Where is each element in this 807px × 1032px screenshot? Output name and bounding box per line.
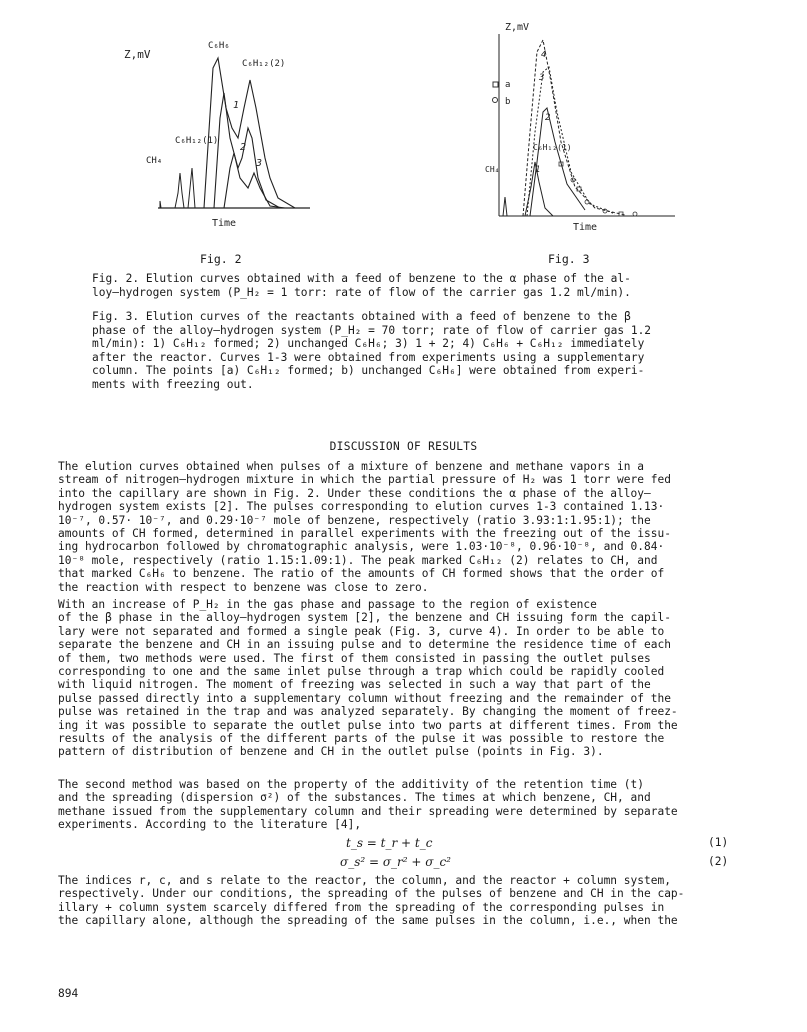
figure-2-peak-label-c6h12-1: C₆H₁₂(1) — [175, 136, 219, 146]
figure-3-legend-marker-b — [493, 98, 498, 103]
paragraph-1: The elution curves obtained when pulses of a mixture of benzene and methane vapors in a stream of nitrogen—hydrogen mixture in which the partial pressure of H₂ was 1 torr were fed into the capillary are shown in Fig. 2. Under these conditions the α phase of the alloy— hydrogen system exists [2]. The pulses corresponding to elution curves 1-3 contained 1.13· 10⁻⁷, 0.57· 10⁻⁷, and 0.29·10⁻⁷ mole of benzene, respectively (ratio 3.93:1:1.95:1); the amounts of CH formed, determined in parallel experiments with the freezing out of the issu- ing hydrocarbon followed by chromatographic analysis, were 1.03·10⁻⁸, 0.96·10⁻⁸, and 0.84· 10⁻⁸ mole, respectively (ratio 1.15:1.09:1). The peak marked C₆H₁₂ (2) relates to CH, and that marked C₆H₆ to benzene. The ratio of the amounts of CH formed shows that the order of the reaction with respect to benzene was close to zero. — [58, 460, 671, 594]
equation-1: t_s = t_r + t_c — [346, 836, 433, 850]
figure-3-legend-a: a — [505, 80, 511, 90]
figure-2-ch4-curve — [160, 201, 161, 208]
figure-2-caption: Fig. 2. Elution curves obtained with a feed of benzene to the α phase of the al- loy—hydrogen system (P_H₂ = 1 torr: rate of flow of the carrier gas 1.2 ml/min). — [92, 272, 631, 299]
paragraph-4: The indices r, c, and s relate to the reactor, the column, and the reactor + column system, respectively. Under our conditions, the spreading of the pulses of benzene and CH in the cap- illary + column system scarcely differed from the spreading of the corresponding pulses in the capillary alone, although the spreading of the same pulses in the column, i.e., when the — [58, 874, 685, 928]
figure-3-ylabel: Z,mV — [505, 22, 530, 33]
figure-2-xlabel: Time — [212, 218, 237, 229]
figure-3-legend-b: b — [505, 97, 511, 107]
figure-2-small-peak-curve — [175, 173, 184, 208]
figure-3-ch4-curve — [503, 197, 507, 216]
figure-3-caption: Fig. 3. Elution curves of the reactants obtained with a feed of benzene to the β phase of the alloy—hydrogen system (P_H₂ = 70 torr; rate of flow of carrier gas 1.2 ml/min): 1) C₆H₁₂ formed; 2) unchanged C₆H₆; 3) 1 + 2; 4) C₆H₆ + C₆H₁₂ immediately after the reactor. Curves 1-3 were obtained from experiments using a supplementary column. The points [a) C₆H₁₂ formed; b) unchanged C₆H₆] were obtained from experi- ments with freezing out. — [92, 310, 652, 391]
page-number: 894 — [58, 987, 79, 1000]
figure-3-curve-number-1: 1 — [535, 165, 541, 175]
figure-3-peak-label-c6h12-1: C₆H₁₂(1) — [533, 143, 572, 152]
equation-2: σ_s² = σ_r² + σ_c² — [340, 855, 451, 869]
figure-2-peak-label-c6h12-2: C₆H₁₂(2) — [242, 59, 286, 69]
figure-2-small-peak-curve-2 — [188, 168, 195, 208]
figure-2 — [120, 28, 320, 238]
figure-3-curve-3 — [527, 67, 615, 216]
figure-2-plot — [120, 28, 320, 238]
figure-3-xlabel: Time — [573, 222, 598, 233]
figure-2-curve-3 — [224, 153, 285, 208]
equation-2-number: (2) — [708, 855, 729, 868]
figure-3-legend-marker-a — [493, 82, 498, 87]
figure-2-curve-number-1: 1 — [233, 100, 240, 111]
figure-2-curve-number-2: 2 — [240, 142, 247, 153]
equation-1-number: (1) — [708, 836, 729, 849]
figure-3-peak-label-ch4: CH₄ — [485, 165, 500, 174]
section-heading: DISCUSSION OF RESULTS — [329, 440, 478, 453]
figure-3-curve-2 — [530, 108, 585, 216]
figure-2-curve-number-3: 3 — [256, 158, 263, 169]
figure-3-curve-4 — [523, 40, 625, 216]
figure-2-peak-label-ch4: CH₄ — [146, 156, 163, 166]
figure-3 — [475, 12, 685, 237]
figure-3-label: Fig. 3 — [548, 252, 590, 266]
figure-2-curve-2 — [214, 93, 280, 208]
paragraph-3: The second method was based on the property of the additivity of the retention time (t) and the spreading (dispersion σ²) of the substances. The times at which benzene, CH, and methane issued from the supplementary column and their spreading were determined by separate experiments. According to the literature [4], — [58, 778, 678, 832]
figure-2-label: Fig. 2 — [200, 252, 242, 266]
figure-3-curve-number-4: 4 — [541, 50, 547, 60]
figure-3-plot — [475, 12, 685, 237]
figure-3-curve-number-3: 3 — [539, 73, 545, 83]
figure-3-curve-number-2: 2 — [545, 113, 551, 123]
figure-2-ylabel: Z,mV — [124, 48, 151, 61]
paragraph-2: With an increase of P_H₂ in the gas phase and passage to the region of existence of the β phase in the alloy—hydrogen system [2], the benzene and CH issuing form the capil- lary were not separated and formed a single peak (Fig. 3, curve 4). In order to be able to separate the benzene and CH in an issuing pulse and to determine the residence time of each of them, two methods were used. The first of them consisted in passing the outlet pulses corresponding to one and the same inlet pulse through a trap which could be rapidly cooled with liquid nitrogen. The moment of freezing was selected in such a way that part of the pulse passed directly into a supplementary column without freezing and the remainder of the pulse was retained in the trap and was analyzed separately. By changing the moment of freez- ing it was possible to separate the outlet pulse into two parts at different times. From the results of the analysis of the different parts of the pulse it was possible to restore the pattern of distribution of benzene and CH in the outlet pulse (points in Fig. 3). — [58, 598, 678, 759]
figure-2-peak-label-c6h6: C₆H₆ — [208, 41, 230, 51]
